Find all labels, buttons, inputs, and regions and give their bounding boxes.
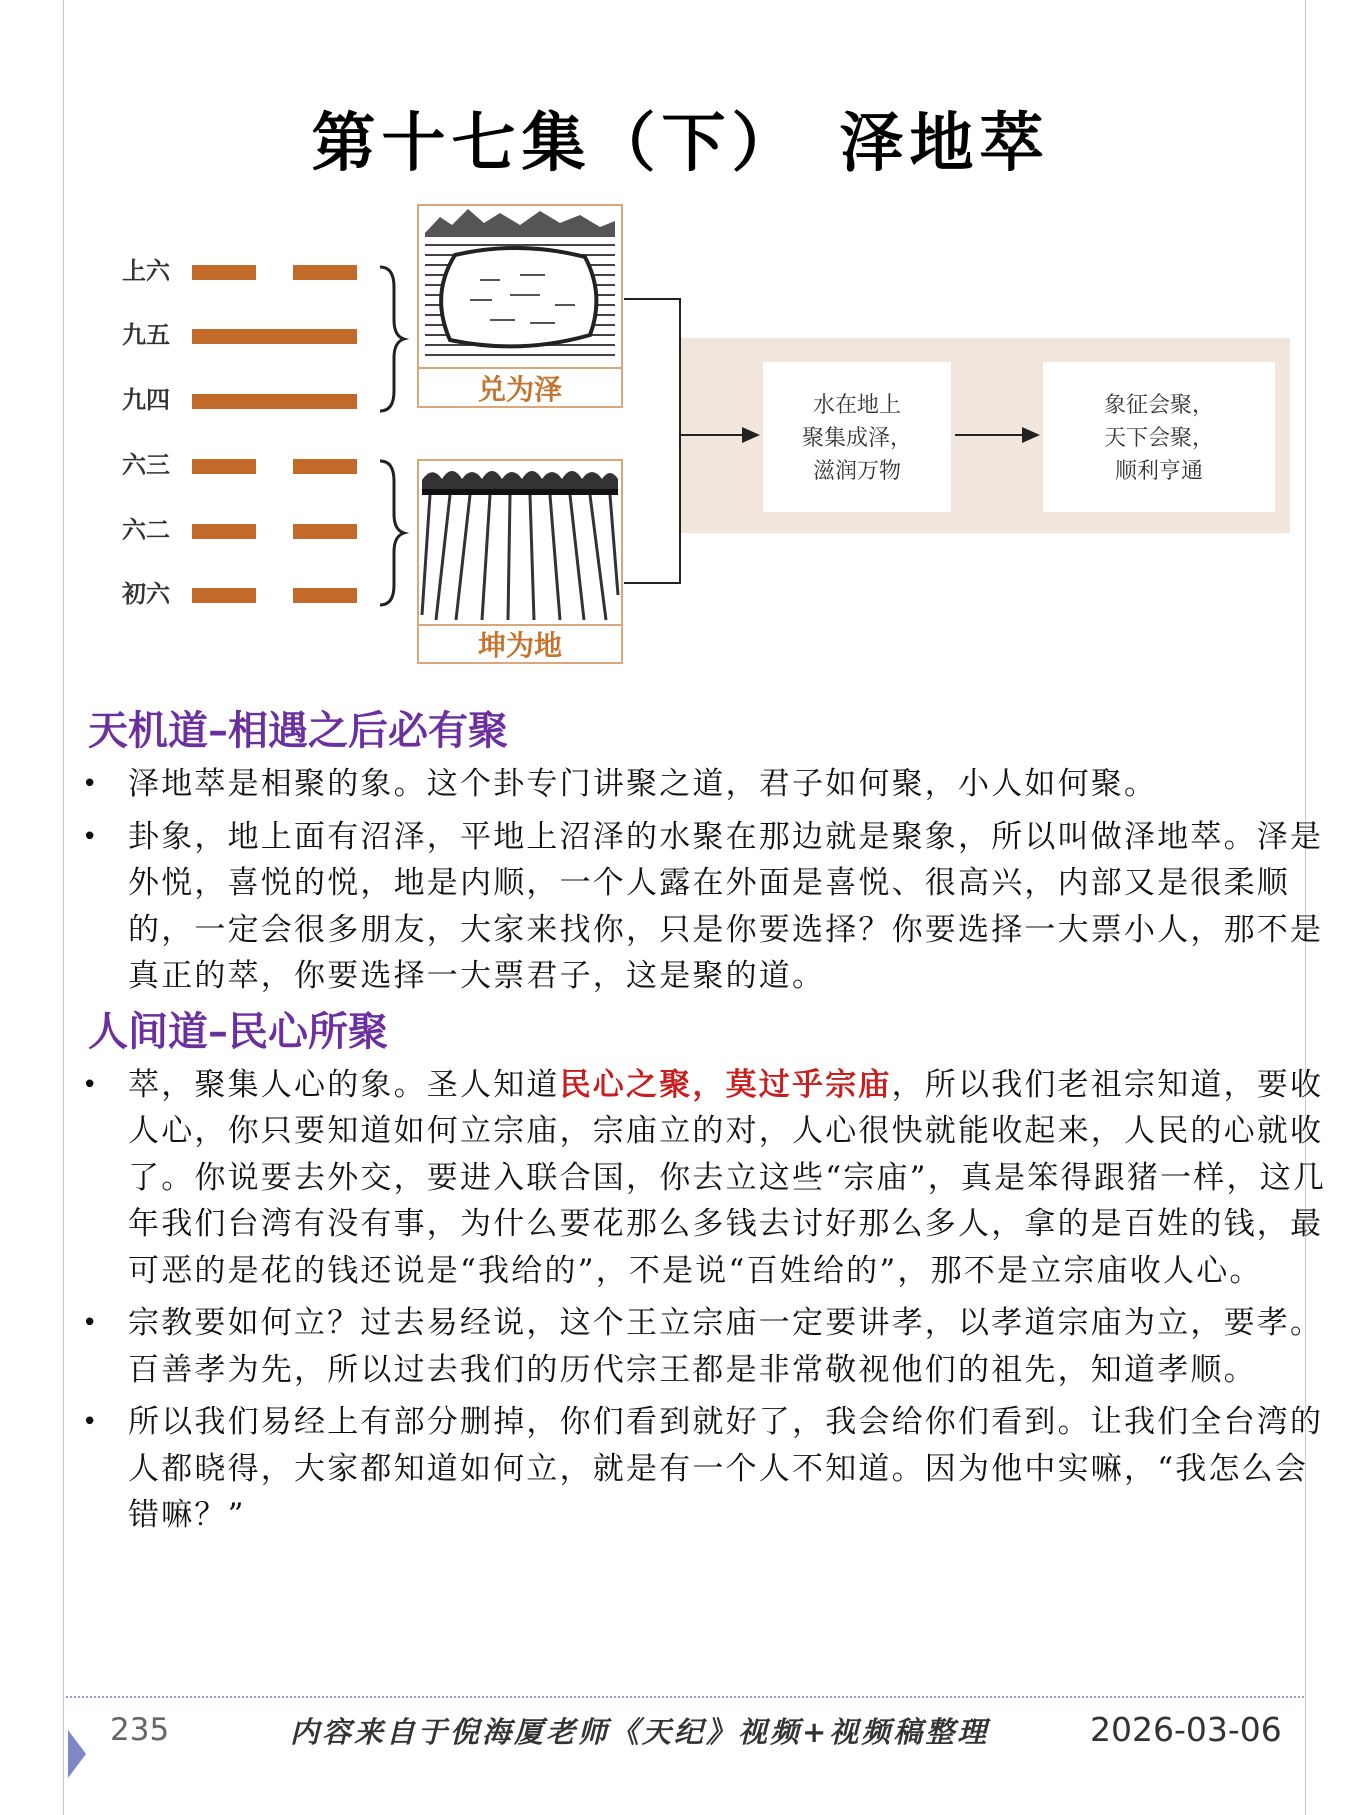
yin-line-top-right: [293, 265, 357, 280]
triangle-icon: [68, 1730, 86, 1778]
meaning-box-1-line-3: 滋润万物: [812, 459, 902, 484]
page-number: 235: [110, 1712, 170, 1748]
meaning-box-1-line-1: 水在地上: [812, 393, 902, 418]
lake-image: [418, 205, 622, 407]
section-list-tianji: [78, 761, 1324, 1000]
highlighted-phrase: 民心之聚，莫过乎宗庙: [559, 1066, 892, 1103]
hexagram-diagram: [0, 195, 1361, 675]
page-title: 第十七集（下） 泽地萃: [311, 107, 1050, 181]
yin-line-top-left: [192, 265, 256, 280]
earth-image: [418, 460, 622, 663]
list-item-text: 所以我们易经上有部分删掉，你们看到就好了，我会给你们看到。让我们全台湾的人都晓得，大家都知道如何立，就是有一个人不知道。因为他中实嘛，“我怎么会错嘛？”: [128, 1404, 1324, 1533]
bullet-icon: •: [82, 1069, 100, 1100]
line-label-1: 上六: [122, 257, 170, 285]
meaning-box-2-line-2: 天下会聚，: [1103, 426, 1215, 451]
meaning-box-2-line-3: 顺利亨通: [1114, 459, 1204, 484]
source-credit: 内容来自于倪海厦老师《天纪》视频+视频稿整理: [290, 1715, 990, 1749]
line-label-3: 九四: [122, 386, 170, 414]
line-label-6: 初六: [122, 580, 170, 608]
line-label-5: 六二: [122, 516, 170, 544]
meaning-box-1-line-2: 聚集成泽，: [801, 426, 913, 451]
yin-line-three-left: [192, 459, 256, 474]
line-label-4: 六三: [122, 451, 170, 479]
list-item-text-continued: ，所以我们老祖宗知道，要收人心，你只要知道如何立宗庙，宗庙立的对，人心很快就能收起来，人民的心就收了。你说要去外交，要进入联合国，你去立这些“宗庙”，真是笨得跟猪一样，这几年我们台湾有没有事，为什么要花那么多钱去讨好那么多人，拿的是百姓的钱，最可恶的是花的钱还说是“我给的”，不是说“百姓给的”，那不是立宗庙收人心。: [128, 1066, 1327, 1289]
yin-line-one-left: [192, 588, 256, 603]
section-list-renjian: [78, 1062, 1327, 1539]
yang-line-four: [192, 394, 357, 409]
lower-trigram-caption: 坤为地: [477, 629, 563, 662]
lower-brace: [380, 461, 404, 605]
list-item: [78, 814, 1328, 1000]
upper-trigram-caption: 兑为泽: [477, 373, 563, 406]
line-label-2: 九五: [122, 321, 170, 349]
content: [78, 705, 1327, 1545]
list-item-text: 萃，聚集人心的象。圣人知道: [128, 1066, 560, 1103]
footer-date: 2026-03-06: [1090, 1710, 1282, 1749]
bullet-icon: •: [82, 821, 100, 852]
bullet-icon: •: [82, 1407, 100, 1437]
yin-line-two-left: [192, 524, 256, 539]
yin-line-two-right: [293, 524, 357, 539]
list-item-text: 卦象，地上面有沼泽，平地上沼泽的水聚在那边就是聚象，所以叫做泽地萃。泽是外悦，喜悦的悦，地是内顺，一个人露在外面是喜悦、很高兴，内部又是很柔顺的，一定会很多朋友，大家来找你，只是你要选择？你要选择一大票小人，那不是真正的萃，你要选择一大票君子，这是聚的道。: [128, 818, 1324, 994]
list-item-text: 宗教要如何立？过去易经说，这个王立宗庙一定要讲孝，以孝道宗庙为立，要孝。百善孝为先，所以过去我们的历代宗王都是非常敬视他们的祖先，知道孝顺。: [128, 1305, 1324, 1388]
list-item-text: 泽地萃是相聚的象。这个卦专门讲聚之道，君子如何聚，小人如何聚。: [128, 766, 1158, 802]
bullet-icon: •: [82, 769, 100, 799]
yang-line-five: [192, 329, 357, 344]
list-item: [78, 761, 1328, 808]
yin-line-one-right: [293, 588, 357, 603]
upper-brace: [380, 267, 404, 411]
section-title-renjian: 人间道–民心所聚: [88, 1007, 388, 1055]
meaning-box-2-line-1: 象征会聚，: [1103, 393, 1215, 418]
yin-line-three-right: [293, 459, 357, 474]
bullet-icon: •: [82, 1308, 100, 1338]
list-item: [78, 1300, 1328, 1393]
footer-divider: [66, 1696, 1304, 1698]
section-title-tianji: 天机道–相遇之后必有聚: [88, 707, 508, 754]
connector-bracket: [624, 299, 680, 583]
list-item: [78, 1062, 1328, 1295]
list-item: [78, 1399, 1328, 1539]
